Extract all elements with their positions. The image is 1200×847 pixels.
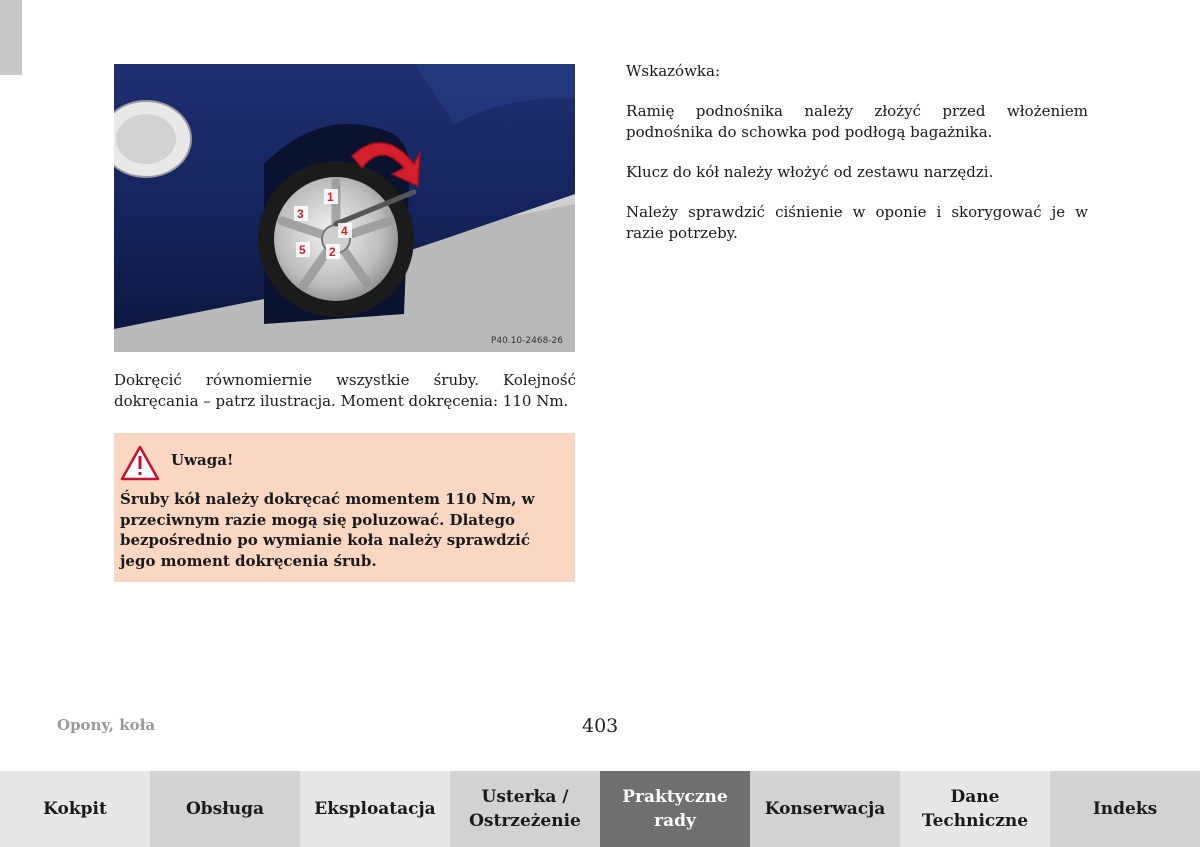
chapter-nav <box>0 771 1200 847</box>
page-number: 403 <box>582 715 619 737</box>
right-column <box>626 61 1088 263</box>
figure-caption: Dokręcić równomiernie wszystkie śruby. Kolejność dokręcania – patrz ilustracja. Moment dokręcenia: 110 Nm. <box>114 371 576 410</box>
bolt-number-3: 3 <box>297 207 304 221</box>
hint-paragraph-jack: Ramię podnośnika należy złożyć przed włożeniem podnośnika do schowka pod podłogą bagażnika. <box>626 102 1088 141</box>
nav-tab-kokpit[interactable]: Kokpit <box>0 771 150 847</box>
bolt-number-2: 2 <box>329 245 336 259</box>
nav-tab-dane-techniczne[interactable]: Dane Techniczne <box>900 771 1050 847</box>
nav-tab-obsluga[interactable]: Obsługa <box>150 771 300 847</box>
hint-label: Wskazówka: <box>626 62 721 80</box>
warning-title: Uwaga! <box>171 451 234 469</box>
nav-tab-usterka[interactable]: Usterka / Ostrzeżenie <box>450 771 600 847</box>
bolt-number-5: 5 <box>299 243 306 257</box>
figure-code: P40.10-2468-26 <box>490 336 563 346</box>
car-wheel-image <box>114 64 575 352</box>
warning-text: Śruby kół należy dokręcać momentem 110 Nm, w przeciwnym razie mogą się poluzować. Dlatego bezpośrednio po wymianie koła należy sprawdzić jego moment dokręcenia śrub. <box>120 490 535 570</box>
warning-box <box>114 433 575 582</box>
hint-paragraph-wrench: Klucz do kół należy włożyć od zestawu narzędzi. <box>626 163 994 181</box>
nav-tab-konserwacja[interactable]: Konserwacja <box>750 771 900 847</box>
nav-tab-praktyczne-rady[interactable]: Praktyczne rady <box>600 771 750 847</box>
nav-tab-indeks[interactable]: Indeks <box>1050 771 1200 847</box>
bolt-number-1: 1 <box>327 190 334 204</box>
nav-tab-eksploatacja[interactable]: Eksploatacja <box>300 771 450 847</box>
hint-paragraph-pressure: Należy sprawdzić ciśnienie w oponie i skorygować je w razie potrzeby. <box>626 203 1088 242</box>
wheel-bolt-illustration <box>114 64 575 352</box>
section-name: Opony, koła <box>57 716 156 734</box>
bolt-number-4: 4 <box>341 224 348 238</box>
warning-triangle-icon <box>120 445 160 485</box>
corner-tab-marker <box>0 0 22 75</box>
